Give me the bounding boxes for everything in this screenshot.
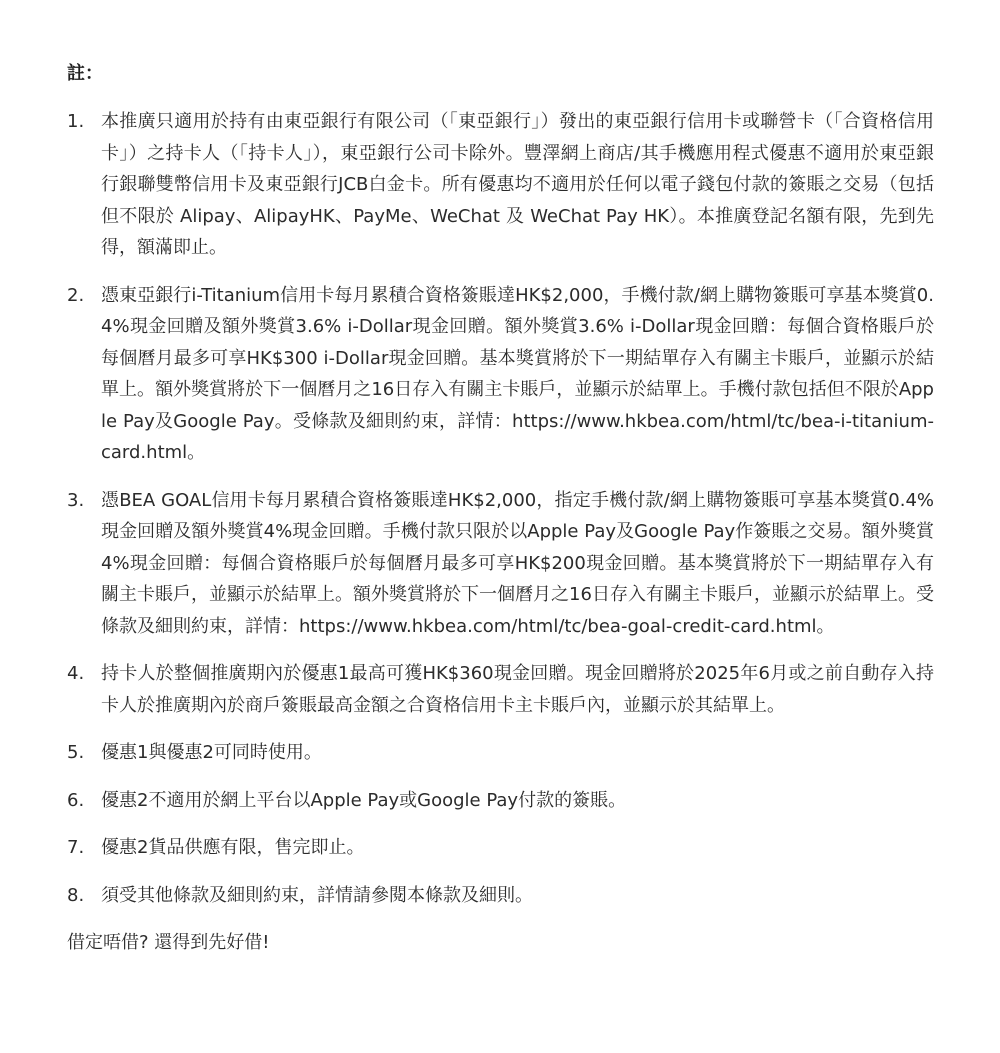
disclaimer-slogan: 借定唔借? 還得到先好借!	[67, 932, 270, 953]
item-number: 6.	[67, 789, 85, 811]
item-number: 3.	[67, 489, 85, 511]
item-text: 須受其他條款及細則約束，詳情請參閱本條款及細則。	[101, 884, 533, 906]
item-text: 憑東亞銀行i-Titanium信用卡每月累積合資格簽賬達HK$2,000，手機付款/網上購物簽賬可享基本獎賞0.4%現金回贈及額外獎賞3.6% i-Dollar現金回贈。額外獎賞3.6% i-Dollar現金回贈：每個合資格賬戶於每個曆月最多可享HK$300 i-Dollar現金回贈。基本獎賞將於下一期結單存入有關主卡賬戶，並顯示於結單上。額外獎賞將於下一個曆月之16日存入有關主卡賬戶，並顯示於結單上。手機付款包括但不限於Apple Pay及Google Pay。受條款及細則約束，詳情：https://www.hkbea.com/html/tc/bea-i-titanium-card.html。	[101, 284, 934, 463]
item-text: 本推廣只適用於持有由東亞銀行有限公司（「東亞銀行」）發出的東亞銀行信用卡或聯營卡（「合資格信用卡」）之持卡人（「持卡人」），東亞銀行公司卡除外。豐澤網上商店/其手機應用程式優惠不適用於東亞銀行銀聯雙幣信用卡及東亞銀行JCB白金卡。所有優惠均不適用於任何以電子錢包付款的簽賬之交易（包括但不限於 Alipay、AlipayHK、PayMe、WeChat 及 WeChat Pay HK）。本推廣登記名額有限，先到先得，額滿即止。	[101, 111, 934, 258]
list-item	[67, 280, 934, 469]
item-text: 優惠1與優惠2可同時使用。	[101, 742, 322, 763]
item-number: 8.	[67, 884, 85, 906]
item-number: 5.	[67, 742, 85, 763]
list-item	[67, 106, 934, 264]
item-number: 4.	[67, 663, 85, 684]
list-item	[67, 737, 934, 769]
notes-heading: 註：	[67, 63, 103, 84]
item-number: 7.	[67, 837, 85, 858]
list-item	[67, 832, 934, 864]
item-text: 優惠2不適用於網上平台以Apple Pay或Google Pay付款的簽賬。	[101, 789, 627, 811]
item-text: 持卡人於整個推廣期內於優惠1最高可獲HK$360現金回贈。現金回贈將於2025年6月或之前自動存入持卡人於推廣期內於商戶簽賬最高金額之合資格信用卡主卡賬戶內，並顯示於其結單上。	[101, 663, 934, 716]
list-item	[67, 880, 934, 912]
list-item	[67, 785, 934, 817]
item-number: 1.	[67, 111, 85, 132]
list-item	[67, 658, 934, 721]
item-number: 2.	[67, 284, 85, 306]
item-text: 憑BEA GOAL信用卡每月累積合資格簽賬達HK$2,000，指定手機付款/網上購物簽賬可享基本獎賞0.4%現金回贈及額外獎賞4%現金回贈。手機付款只限於以Apple Pay及Google Pay作簽賬之交易。額外獎賞4%現金回贈：每個合資格賬戶於每個曆月最多可享HK$200現金回贈。基本獎賞將於下一期結單存入有關主卡賬戶，並顯示於結單上。額外獎賞將於下一個曆月之16日存入有關主卡賬戶，並顯示於結單上。受條款及細則約束，詳情：https://www.hkbea.com/html/tc/bea-goal-credit-card.html。	[101, 489, 934, 637]
item-text: 優惠2貨品供應有限，售完即止。	[101, 837, 365, 858]
list-item	[67, 485, 934, 643]
terms-list	[67, 106, 934, 911]
